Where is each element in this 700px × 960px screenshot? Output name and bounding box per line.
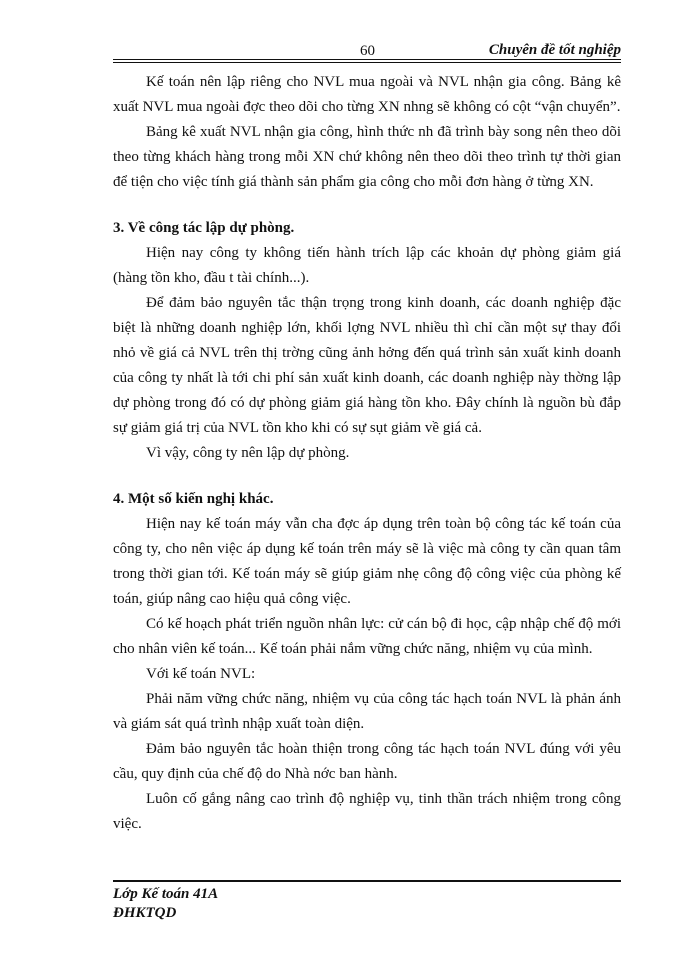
footer-rule <box>113 880 621 882</box>
paragraph: Luôn cố gắng nâng cao trình độ nghiệp vụ, tinh thần trách nhiệm trong công việc. <box>113 791 621 832</box>
paragraph: Kế toán nên lập riêng cho NVL mua ngoài và NVL nhận gia công. Bảng kê xuất NVL mua ngoài đợc theo dõi cho từng XN nhng sẽ không có cột “vận chuyển”. <box>113 74 621 115</box>
spacer <box>113 466 621 487</box>
document-body <box>113 70 621 837</box>
page-number: 60 <box>360 43 375 59</box>
paragraph: Vì vậy, công ty nên lập dự phòng. <box>146 445 350 461</box>
header-title: Chuyên đề tốt nghiệp <box>488 42 621 58</box>
page-footer <box>113 880 621 923</box>
section-heading: 4. Một số kiến nghị khác. <box>113 491 274 507</box>
spacer <box>113 195 621 216</box>
paragraph: Có kế hoạch phát triển nguồn nhân lực: cử cán bộ đi học, cập nhập chế độ mới cho nhân viên kế toán... Kế toán phải nắm vững chức năng, nhiệm vụ của mình. <box>113 616 621 657</box>
paragraph: Hiện nay công ty không tiến hành trích lập các khoản dự phòng giảm giá (hàng tồn kho, đầu t tài chính...). <box>113 245 621 286</box>
header-rule-secondary <box>113 62 621 63</box>
paragraph: Để đảm bảo nguyên tắc thận trọng trong kinh doanh, các doanh nghiệp đặc biệt là những doanh nghiệp lớn, khối lợng NVL nhiều thì chỉ cần một sự thay đổi nhỏ về giá cả NVL trên thị trờng cũng ảnh hởng đến quá trình sản xuất kinh doanh của công ty nhất là tới chi phí sản xuất kinh doanh, các doanh nghiệp này thờng lập dự phòng trong đó có dự phòng giảm giá hàng tồn kho. Đây chính là nguồn bù đắp sự giảm giá trị của NVL tồn kho khi có sự sụt giảm về giá cả. <box>113 295 621 436</box>
section-heading: 3. Về công tác lập dự phòng. <box>113 220 295 236</box>
footer-university-label: ĐHKTQD <box>113 905 177 921</box>
header-rule <box>113 59 621 60</box>
footer-class-label: Lớp Kế toán 41A <box>113 886 219 902</box>
paragraph: Bảng kê xuất NVL nhận gia công, hình thức nh đã trình bày song nên theo dõi theo từng khách hàng trong mỗi XN chứ không nên theo dõi theo trình tự thời gian để tiện cho việc tính giá thành sản phẩm gia công cho mỗi đơn hàng ở từng XN. <box>113 124 621 190</box>
paragraph: Phải năm vững chức năng, nhiệm vụ của công tác hạch toán NVL là phản ánh và giám sát quá trình nhập xuất toàn diện. <box>113 691 621 732</box>
paragraph: Đảm bảo nguyên tắc hoàn thiện trong công tác hạch toán NVL đúng với yêu cầu, quy định của chế độ do Nhà nớc ban hành. <box>113 741 621 782</box>
page-header <box>113 37 621 61</box>
paragraph: Với kế toán NVL: <box>146 666 256 682</box>
paragraph: Hiện nay kế toán máy vẫn cha đợc áp dụng trên toàn bộ công tác kế toán của công ty, cho nên việc áp dụng kế toán trên máy sẽ là việc mà công ty cần quan tâm trong thời gian tới. Kế toán máy sẽ giúp giảm nhẹ công độ công việc của phòng kế toán, giúp nâng cao hiệu quả công việc. <box>113 516 621 607</box>
